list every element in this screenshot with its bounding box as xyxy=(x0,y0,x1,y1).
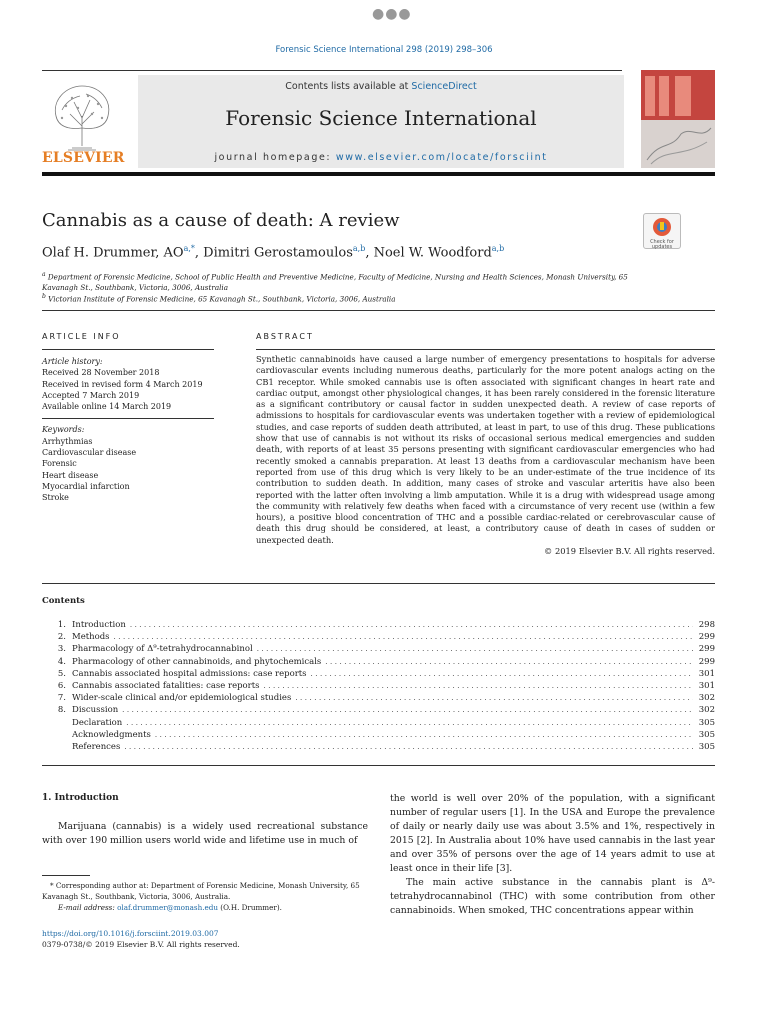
toc-item[interactable]: 7. Wider-scale clinical and/or epidemiological studies ..... 302 xyxy=(42,692,715,704)
journal-homepage-line: journal homepage: www.elsevier.com/locate/forsciint xyxy=(214,152,548,163)
history-item: Received in revised form 4 March 2019 xyxy=(42,379,203,389)
body-paragraph: Marijuana (cannabis) is a widely used recreational substance with over 190 million users world wide and lifetime use in much of xyxy=(42,821,368,846)
article-title: Cannabis as a cause of death: A review xyxy=(42,210,400,231)
abstract-heading: ABSTRACT xyxy=(256,332,314,341)
author-list: Olaf H. Drummer, $AO^{a,*}$, Dimitri Gerostamoulos$^{a,b}$, Noel W. Woodford$^{a,b}$ xyxy=(42,244,505,261)
check-updates-icon xyxy=(651,216,673,238)
author-name: Olaf H. Drummer, AO xyxy=(42,245,184,261)
email-link[interactable]: olaf.drummer@monash.edu xyxy=(117,903,218,912)
keywords-rule xyxy=(42,418,214,419)
body-paragraph: the world is well over 20% of the population, with a significant number of regular users [1]. In the USA and Europe the prevalence of daily or nearly daily use was about 3.5% and 1%, respectively in 2015 [2]. In Australia about 10% have used cannabis in the last year and over 35% of persons over the age of 14 years admit to use at least once in their life [3]. xyxy=(390,793,715,874)
keyword: Forensic xyxy=(42,459,77,469)
doi-block xyxy=(42,928,240,950)
keyword: Stroke xyxy=(42,493,69,503)
author-name: Noel W. Woodford xyxy=(373,245,492,261)
author-name: Dimitri Gerostamoulos xyxy=(203,245,353,261)
history-item: Accepted 7 March 2019 xyxy=(42,390,140,400)
affiliation-a: $^a$ Department of Forensic Medicine, School of Public Health and Preventive Medicine, Faculty of Medicine, Nursing and Health Sciences, Monash University, 65 Kavanagh St., Southbank, Victoria, 3006, Australia xyxy=(42,271,628,293)
keyword: Cardiovascular disease xyxy=(42,448,137,458)
issn-line: 0379-0738/© 2019 Elsevier B.V. All rights reserved. xyxy=(42,940,240,949)
toc-item[interactable]: 5. Cannabis associated hospital admissions: case reports ..... 301 xyxy=(42,668,715,680)
body-column-right xyxy=(390,792,715,918)
check-for-updates-badge[interactable]: Check for updates xyxy=(643,213,681,249)
abstract-block xyxy=(256,354,715,557)
section-heading-introduction: 1. Introduction xyxy=(42,793,119,803)
header-thick-rule xyxy=(42,172,715,176)
toc-item[interactable]: 4. Pharmacology of other cannabinoids, and phytochemicals ..... 299 xyxy=(42,656,715,668)
journal-title: Forensic Science International xyxy=(225,106,537,130)
affiliation-rule xyxy=(42,310,715,311)
contents-heading: Contents xyxy=(42,596,85,606)
toc-item[interactable]: 6. Cannabis associated fatalities: case reports ..... 301 xyxy=(42,680,715,692)
window-menu-dots-icon[interactable]: ●●● xyxy=(372,6,412,22)
toc-item[interactable]: 1. Introduction ..... 298 xyxy=(42,619,715,631)
footnote-rule xyxy=(42,875,90,876)
toc-item[interactable]: 3. Pharmacology of Δ⁹-tetrahydrocannabinol ..... 299 xyxy=(42,643,715,655)
article-info-block xyxy=(42,356,214,504)
abstract-text: Synthetic cannabinoids have caused a large number of emergency presentations to hospitals for adverse cardiovascular events including numerous deaths, particularly for the more potent analogs acting on the CB1 receptor. While smoked cannabis use is often associated with significant changes in heart rate and cardiac output, amongst other physiological changes, it has been rarely considered in the forensic literature as a significant contributory or causal factor in sudden unexpected death. A review of case reports of admissions to hospitals for cardiovascular events was undertaken together with a review of epidemiological studies, and case reports of sudden death attributed, at least in part, to use of this drug. These publications show that use of cannabis is not without its risks of occasional serious medical emergencies and sudden death, with reports of at least 35 persons presenting with significant cardiovascular emergencies who had recently smoked a cannabis preparation. At least 13 deaths from a cardiovascular mechanism have been reported from use of this drug which is very likely to be an under-estimate of the true incidence of its contribution to sudden death. In addition, many cases of stroke and vascular arteritis have also been reported with the latter often involving a limb amputation. While it is a drug with widespread usage among the community with relatively few deaths when faced with a circumstance of very recent use (within a few hours), a positive blood concentration of THC and a possible cardiac-related or cerebrovascular cause of death this drug should be considered, at least, a contributory cause of death in cases of sudden or unexpected death. xyxy=(256,354,715,545)
table-of-contents xyxy=(42,619,715,753)
affiliation-b: $^b$ Victorian Institute of Forensic Medicine, 65 Kavanagh St., Southbank, Victoria, 3006, Australia xyxy=(42,293,396,304)
corresponding-author-footnote: * Corresponding author at: Department of Forensic Medicine, Monash University, 65 Kavanagh St., Southbank, Victoria, 3006, Australia. E-mail address: olaf.drummer@monash.edu (O.H. Drummer). xyxy=(42,881,360,912)
journal-homepage-link[interactable]: www.elsevier.com/locate/forsciint xyxy=(335,152,548,163)
toc-item[interactable]: 8. Discussion ..... 302 xyxy=(42,704,715,716)
history-item: Available online 14 March 2019 xyxy=(42,402,172,412)
sciencedirect-link[interactable]: ScienceDirect xyxy=(411,81,477,92)
header-top-rule xyxy=(42,70,622,71)
journal-citation[interactable]: Forensic Science International 298 (2019) 298–306 xyxy=(275,45,493,55)
keyword: Myocardial infarction xyxy=(42,481,130,491)
elsevier-wordmark: ELSEVIER xyxy=(42,150,125,166)
article-info-heading: ARTICLE INFO xyxy=(42,332,121,341)
doi-link[interactable]: https://doi.org/10.1016/j.forsciint.2019.03.007 xyxy=(42,929,219,938)
journal-cover-image xyxy=(641,70,715,168)
history-item: Received 28 November 2018 xyxy=(42,368,160,378)
keywords-label: Keywords: xyxy=(42,425,85,435)
contents-available-line: Contents lists available at ScienceDirect xyxy=(285,81,477,92)
body-column-left xyxy=(42,820,368,848)
author-affiliation-mark[interactable]: a,b xyxy=(352,244,366,253)
author-affiliation-mark[interactable]: a,* xyxy=(183,244,195,253)
toc-item[interactable]: References ..... 305 xyxy=(42,741,715,753)
abstract-rule xyxy=(256,349,715,350)
toc-item[interactable]: Declaration ..... 305 xyxy=(42,717,715,729)
contents-bottom-rule xyxy=(42,765,715,766)
body-paragraph: The main active substance in the cannabis plant is Δ⁹-tetrahydrocannabinol (THC) with some contribution from other cannabinoids. When smoked, THC concentrations appear within xyxy=(390,877,715,916)
history-label: Article history: xyxy=(42,357,103,366)
keyword: Heart disease xyxy=(42,470,99,480)
toc-item[interactable]: Acknowledgments ..... 305 xyxy=(42,729,715,741)
article-info-rule xyxy=(42,349,214,350)
cover-art-icon xyxy=(641,70,715,168)
abstract-copyright: © 2019 Elsevier B.V. All rights reserved. xyxy=(544,546,715,557)
toc-item[interactable]: 2. Methods ..... 299 xyxy=(42,631,715,643)
keyword: Arrhythmias xyxy=(42,436,93,446)
author-affiliation-mark[interactable]: a,b xyxy=(491,244,505,253)
contents-top-rule xyxy=(42,583,715,584)
